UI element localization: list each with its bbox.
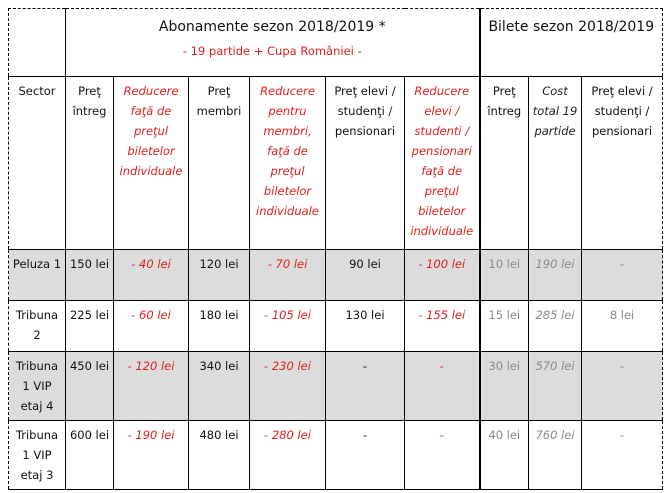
col-header-full-price: Preţ întreg xyxy=(66,77,114,250)
cell-member-price: 120 lei xyxy=(189,250,250,301)
cell-ticket-total-cost: 190 lei xyxy=(529,250,582,301)
cell-member-price: 340 lei xyxy=(189,352,250,421)
cell-discount-students: - 100 lei xyxy=(405,250,480,301)
pricing-table xyxy=(8,8,663,490)
cell-discount-individual: - 120 lei xyxy=(114,352,189,421)
cell-ticket-full-price: 30 lei xyxy=(480,352,529,421)
cell-full-price: 150 lei xyxy=(66,250,114,301)
blank-corner-cell xyxy=(9,9,66,77)
title-row xyxy=(9,9,663,77)
cell-discount-students: - xyxy=(405,352,480,421)
table-row xyxy=(9,301,663,352)
cell-ticket-full-price: 15 lei xyxy=(480,301,529,352)
col-header-discount-students: Reducere elevi / studenti / pensionari faţă de preţul biletelor individuale xyxy=(405,77,480,250)
col-header-ticket-student-price: Preţ elevi / studenţi / pensionari xyxy=(582,77,663,250)
table-row xyxy=(9,352,663,421)
cell-full-price: 450 lei xyxy=(66,352,114,421)
cell-sector: Tribuna 1 VIP etaj 3 xyxy=(9,421,66,490)
cell-ticket-total-cost: 760 lei xyxy=(529,421,582,490)
cell-discount-members: - 105 lei xyxy=(250,301,326,352)
table-row xyxy=(9,250,663,301)
cell-student-price: 90 lei xyxy=(326,250,405,301)
cell-sector: Peluza 1 xyxy=(9,250,66,301)
cell-ticket-student-price: - xyxy=(582,250,663,301)
tickets-title: Bilete sezon 2018/2019 xyxy=(488,19,655,35)
cell-discount-members: - 230 lei xyxy=(250,352,326,421)
cell-ticket-full-price: 40 lei xyxy=(480,421,529,490)
col-header-discount-members: Reducere pentru membri, faţă de preţul biletelor individuale xyxy=(250,77,326,250)
col-header-member-price: Preţ membri xyxy=(189,77,250,250)
cell-ticket-total-cost: 285 lei xyxy=(529,301,582,352)
cell-member-price: 480 lei xyxy=(189,421,250,490)
cell-member-price: 180 lei xyxy=(189,301,250,352)
col-header-ticket-total-cost: Cost total 19 partide xyxy=(529,77,582,250)
cell-ticket-student-price: - xyxy=(582,421,663,490)
cell-ticket-student-price: 8 lei xyxy=(582,301,663,352)
cell-sector: Tribuna 1 VIP etaj 4 xyxy=(9,352,66,421)
cell-discount-individual: - 190 lei xyxy=(114,421,189,490)
col-header-ticket-full-price: Preţ întreg xyxy=(480,77,529,250)
cell-full-price: 225 lei xyxy=(66,301,114,352)
cell-student-price: - xyxy=(326,421,405,490)
subscriptions-title: Abonamente sezon 2018/2019 * xyxy=(158,19,386,35)
cell-ticket-student-price: - xyxy=(582,352,663,421)
cell-discount-students: - 155 lei xyxy=(405,301,480,352)
cell-student-price: 130 lei xyxy=(326,301,405,352)
cell-full-price: 600 lei xyxy=(66,421,114,490)
cell-sector: Tribuna 2 xyxy=(9,301,66,352)
cell-ticket-total-cost: 570 lei xyxy=(529,352,582,421)
col-header-discount-individual: Reducere faţă de preţul biletelor individuale xyxy=(114,77,189,250)
table-row xyxy=(9,421,663,490)
cell-discount-individual: - 40 lei xyxy=(114,250,189,301)
cell-discount-members: - 70 lei xyxy=(250,250,326,301)
col-header-sector: Sector xyxy=(9,77,66,250)
cell-discount-students: - xyxy=(405,421,480,490)
cell-student-price: - xyxy=(326,352,405,421)
col-header-student-price: Preţ elevi / studenţi / pensionari xyxy=(326,77,405,250)
cell-ticket-full-price: 10 lei xyxy=(480,250,529,301)
cell-discount-individual: - 60 lei xyxy=(114,301,189,352)
cell-discount-members: - 280 lei xyxy=(250,421,326,490)
tickets-header xyxy=(480,9,663,77)
subscriptions-subtitle: - 19 partide + Cupa României - xyxy=(182,44,362,58)
column-header-row xyxy=(9,77,663,250)
subscriptions-header xyxy=(66,9,480,77)
